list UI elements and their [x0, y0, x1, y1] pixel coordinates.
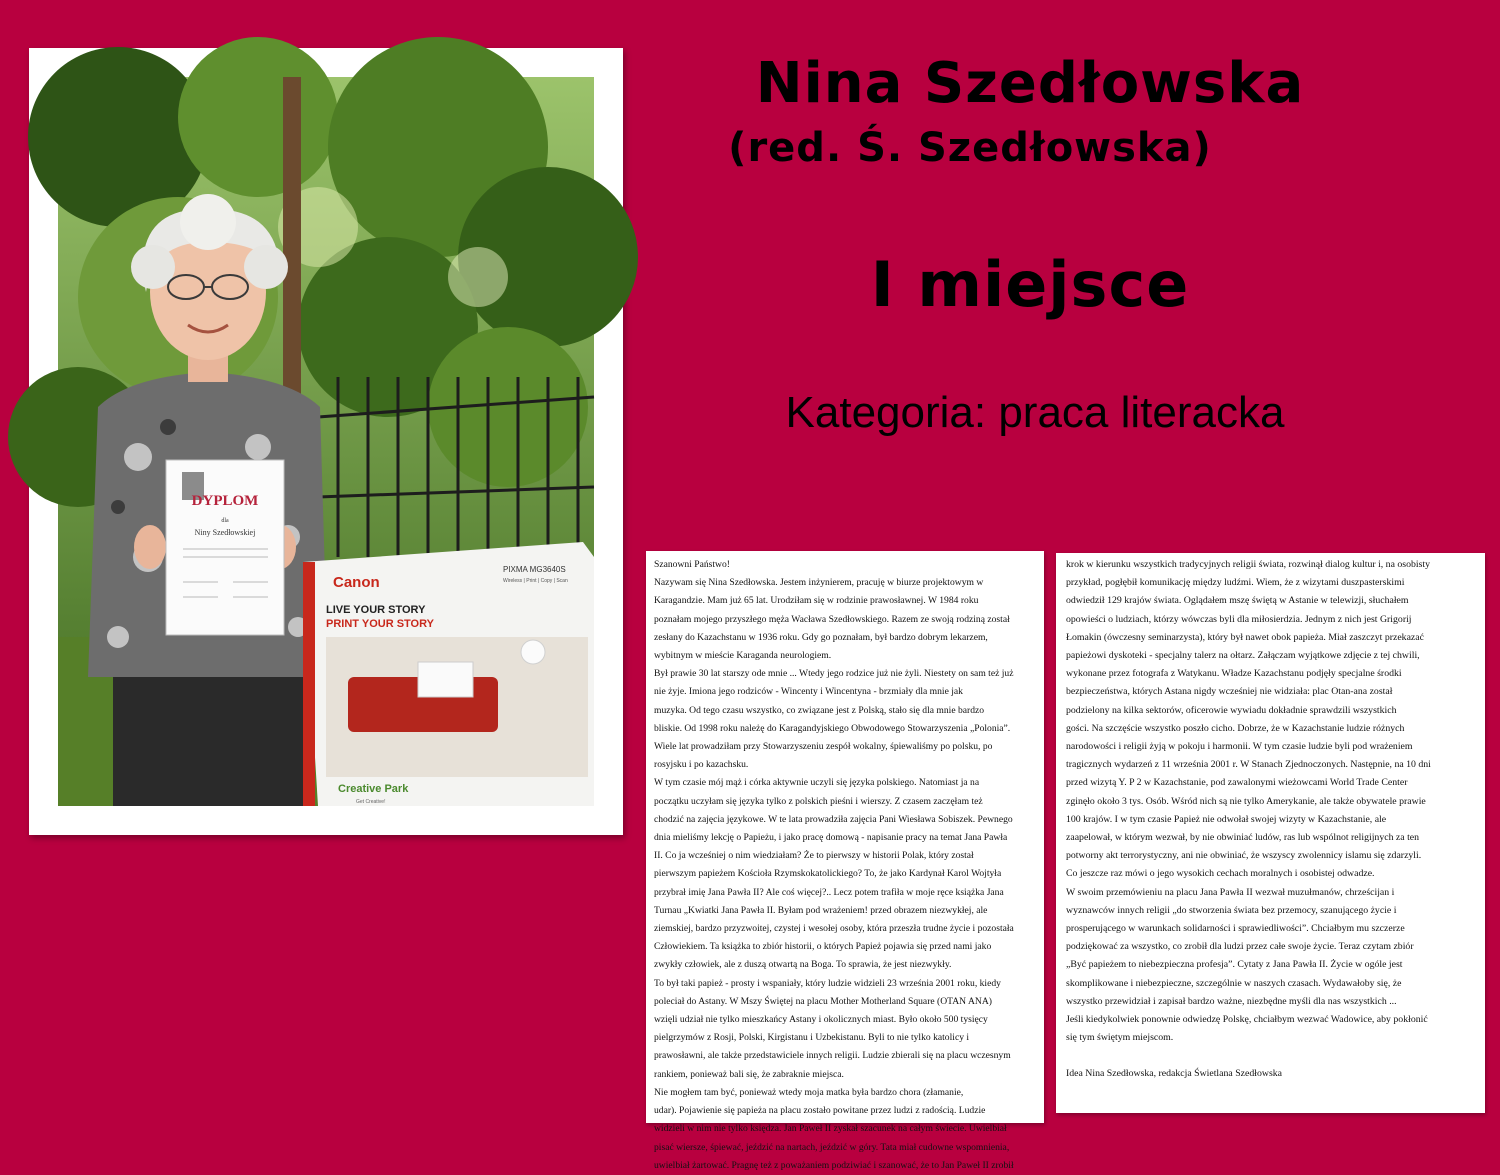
letter-line: podzielony na kilka sektorów, oficerowie wywiadu dokładnie sprawdzili wszystkich	[1066, 704, 1397, 716]
letter-line: widzieli w nim nie tylko księdza. Jan Paweł II zyskał szacunek na całym świecie. Uwielbiał	[654, 1123, 1007, 1135]
box-model-sub: Wireless | Print | Copy | Scan	[503, 578, 568, 584]
letter-line: 100 krajów. I w tym czasie Papież nie odwołał swojej wizyty w Kazachstanie, ale	[1066, 813, 1387, 825]
category-label: Kategoria: praca literacka	[785, 388, 1285, 437]
letter-line: muzyka. Od tego czasu wszystko, co związane jest z Polską, stało się dla mnie bardzo	[654, 704, 985, 716]
letter-line: przybrał imię Jana Pawła II? Ale coś więcej?.. Lecz potem trafiła w moje ręce książka Jana	[654, 886, 1004, 898]
letter-line: W tym czasie mój mąż i córka aktywnie uczyli się języka polskiego. Natomiast ja na	[654, 777, 980, 789]
letter-line: wzięli udział nie tylko mieszkańcy Astany i okolicznych miast. Było około 500 tysięcy	[654, 1014, 988, 1026]
diploma-recipient: Niny Szedłowskiej	[194, 528, 256, 537]
letter-line: prosperującego w warunkach solidarności i sprawiedliwości”. Chciałbym mu szczerze	[1066, 923, 1405, 935]
diploma-for-label: dla	[221, 518, 229, 524]
letter-line: wybitnym w mieście Karaganda neurologiem.	[654, 650, 832, 662]
letter-line: zesłany do Kazachstanu w 1936 roku. Gdy go poznałam, był bardzo dobrym lekarzem,	[654, 631, 988, 643]
letter-line: bliskie. Od 1998 roku należę do Karagandyjskiego Obwodowego Stowarzyszenia „Polonia”.	[654, 722, 1011, 734]
letter-line: nie żyje. Imiona jego rodziców - Wincenty i Wincentyna - brzmiały dla mnie jak	[654, 686, 963, 698]
letter-line: Jeśli kiedykolwiek ponownie odwiedzę Polskę, chciałbym wezwać Wadowice, aby pokłonić	[1066, 1014, 1428, 1026]
place-label: I miejsce	[870, 248, 1190, 321]
box-footer-sub: Get Creative!	[356, 799, 386, 805]
letter-line: wyznawców innych religii „do stworzenia świata bez przemocy, szanującego życie i	[1066, 904, 1397, 916]
signature: Idea Nina Szedłowska, redakcja Świetlana Szedłowska	[1066, 1068, 1283, 1080]
letter-line: narodowości i religii żyją w pokoju i harmonii. W tym czasie ludzie byli pod wrażeniem	[1066, 741, 1413, 753]
letter-line: odwiedził 129 krajów świata. Oglądałem mszę świętą w Astanie w telewizji, słuchałem	[1066, 595, 1409, 607]
letter-line: rosyjsku i po kazachsku.	[654, 759, 749, 771]
letter-line: „Być papieżem to niebezpieczna profesja”. Cytaty z Jana Pawła II. Życie w ogóle jest	[1066, 959, 1403, 971]
letter-line: gości. Na szczęście wszystko poszło cicho. Dobrze, że w Kazachstanie ludzie różnych	[1066, 722, 1405, 734]
letter-page-2	[1056, 553, 1485, 1113]
letter-line: Co jeszcze raz mówi o jego wysokich cechach moralnych i osobistej odwadze.	[1066, 868, 1375, 880]
letter-line: ziemskiej, bardzo przyzwoitej, czystej i wesołej osoby, która przeszła trudne życie i pozostała	[654, 923, 1014, 935]
diploma-heading: DYPLOM	[191, 493, 259, 509]
box-slogan-2: PRINT YOUR STORY	[326, 618, 434, 630]
letter-line: pielgrzymów z Rosji, Polski, Kirgistanu i Uzbekistanu. Byli to nie tylko katolicy i	[654, 1032, 970, 1044]
letter-line: poznałam mojego przyszłego męża Wacława Szedłowskiego. Razem ze swoją rodziną został	[654, 613, 1010, 625]
box-brand: Canon	[333, 574, 380, 591]
winner-photo-illustration	[58, 77, 594, 806]
letter-line: Łomakin (ówczesny seminarzysta), który był nawet obok papieża. Miał zaszczyt przekazać	[1066, 631, 1424, 643]
letter-line: pierwszym papieżem Kościoła Rzymskokatolickiego? To, że jako Kardynał Karol Wojtyła	[654, 868, 1002, 880]
letter-line: uwielbiał żartować. Pragnę też z poważaniem podziwiać i szanować, że to Jan Paweł II zrobił	[654, 1159, 1014, 1171]
letter-line: Był prawie 30 lat starszy ode mnie ... Wtedy jego rodzice już nie żyli. Niestety on sam też już	[654, 668, 1014, 680]
letter-line: Karagandzie. Mam już 65 lat. Urodziłam się w rodzinie prawosławnej. W 1984 roku	[654, 595, 979, 607]
letter-line: Nie mogłem tam być, ponieważ wtedy moja matka była bardzo chora (złamanie,	[654, 1086, 964, 1098]
letter-line: II. Co ja wcześniej o nim wiedziałam? Że to pierwszy w historii Polak, który został	[654, 850, 974, 862]
letter-line: To był taki papież - prosty i wspaniały, który ludzie widzieli 23 września 2001 roku, kiedy	[654, 977, 1001, 989]
letter-line: pisać wiersze, śpiewać, jeździć na nartach, jeździć w góry. Tata miał cudowne wspomnienia,	[654, 1141, 1010, 1153]
letter-line: podziękować za wszystko, co zrobił dla ludzi przez całe swoje życie. Teraz czytam zbiór	[1066, 941, 1414, 953]
letter-line: opowieści o ludziach, którzy wówczas byli dla miłosierdzia. Jednym z nich jest Grigorij	[1066, 613, 1412, 625]
letter-line: Nazywam się Nina Szedłowska. Jestem inżynierem, pracuję w biurze projektowym w	[654, 577, 984, 589]
letter-line: wszystko przewidział i zapisał bardzo ważne, niezbędne myśli dla nas wszystkich ...	[1066, 995, 1397, 1007]
letter-line: rankiem, ponieważ bali się, że zabraknie miejsca.	[654, 1068, 844, 1080]
diploma	[166, 460, 284, 635]
letter-line: bezpieczeństwa, których Astana nigdy wcześniej nie widziała: plac Otan-ana został	[1066, 686, 1393, 698]
winner-photo	[58, 77, 594, 806]
letter-line: poleciał do Astany. W Mszy Świętej na placu Mother Motherland Square (OTAN ANA)	[654, 995, 992, 1007]
letter-line: potworny akt terrorystyczny, ani nie obwiniać, że wszyscy zwolennicy islamu się zdarzyli.	[1066, 850, 1422, 862]
letter-line: prawosławni, ale także przedstawiciele innych religii. Ludzie zbierali się na placu wczesnym	[654, 1050, 1011, 1062]
editor-credit: (red. Ś. Szedłowska)	[728, 125, 1212, 171]
letter-line: Turnau „Kwiatki Jana Pawła II. Byłam pod wrażeniem! przed obrazem niezwykłej, ale	[654, 904, 988, 916]
letter-line: wykonane przez fotografa z Watykanu. Władze Kazachstanu podjęły specjalne środki	[1066, 668, 1402, 680]
letter-line: zaapelował, w którym wezwał, by nie obwiniać ludów, ras lub wspólnot religijnych za ten	[1066, 832, 1420, 844]
box-slogan-1: LIVE YOUR STORY	[326, 604, 426, 616]
letter-line: chodzić na zajęcia językowe. W te lata prowadziła zajęcia Pani Wiesława Sobiszek. Pewnego	[654, 813, 1013, 825]
letter-line: Szanowni Państwo!	[654, 559, 730, 570]
photo-frame	[29, 48, 623, 835]
printer-box	[303, 542, 594, 806]
letter-line: dnia mieliśmy lekcję o Papieżu, i jako pracę domową - napisanie pracy na temat Jana Pawła	[654, 832, 1008, 844]
letter-line: przykład, pogłębił komunikację między ludźmi. Wiem, że z wizytami duszpasterskimi	[1066, 577, 1405, 589]
letter-line: udar). Pojawienie się papieża na placu zostało powitane przez ludzi z radością. Ludzie	[654, 1105, 986, 1117]
letter-line: zwykły człowiek, ale z duszą otwartą na Boga. To sprawia, że jest niezwykły.	[654, 959, 952, 971]
letter-line: początku uczyłam się języka tylko z polskich pieśni i wierszy. Z czasem zaczęłam też	[654, 795, 983, 807]
letter-line: W swoim przemówieniu na placu Jana Pawła II wezwał muzułmanów, chrześcijan i	[1066, 886, 1395, 898]
letter-line: Człowiekiem. Ta książka to zbiór historii, o których Papież pojawia się przed nami jako	[654, 941, 992, 953]
letter-line: przed wizytą Y. P 2 w Kazachstanie, pod zawalonymi wieżowcami World Trade Center	[1066, 777, 1408, 789]
letter-line: się tym świętym miejscom.	[1066, 1032, 1174, 1044]
letter-line: papieżowi dyskoteki - specjalny talerz na ołtarz. Załączam wyjątkowe zdjęcie z tej chwili,	[1066, 650, 1420, 662]
letter-line: krok w kierunku wszystkich tradycyjnych religii świata, rozwinął dialog kultur i, na osobisty	[1066, 559, 1431, 570]
box-model: PIXMA MG3640S	[503, 565, 566, 574]
letter-line: tragicznych wydarzeń z 11 września 2001 r. W Stanach Zjednoczonych. Następnie, na 10 dni	[1066, 759, 1431, 771]
letter-line: zginęło około 3 tys. Osób. Wśród nich są nie tylko Amerykanie, ale także obywatele prawie	[1066, 795, 1426, 807]
box-footer: Creative Park	[338, 783, 409, 795]
letter-line: skomplikowane i niebezpieczne, szczególnie w naszych czasach. Wydawałoby się, że	[1066, 977, 1402, 989]
winner-name: Nina Szedłowska	[755, 51, 1305, 116]
letter-line: Wiele lat prowadziłam przy Stowarzyszeniu zespół wokalny, śpiewaliśmy po polsku, po	[654, 741, 993, 753]
letter-page-1	[646, 551, 1044, 1171]
